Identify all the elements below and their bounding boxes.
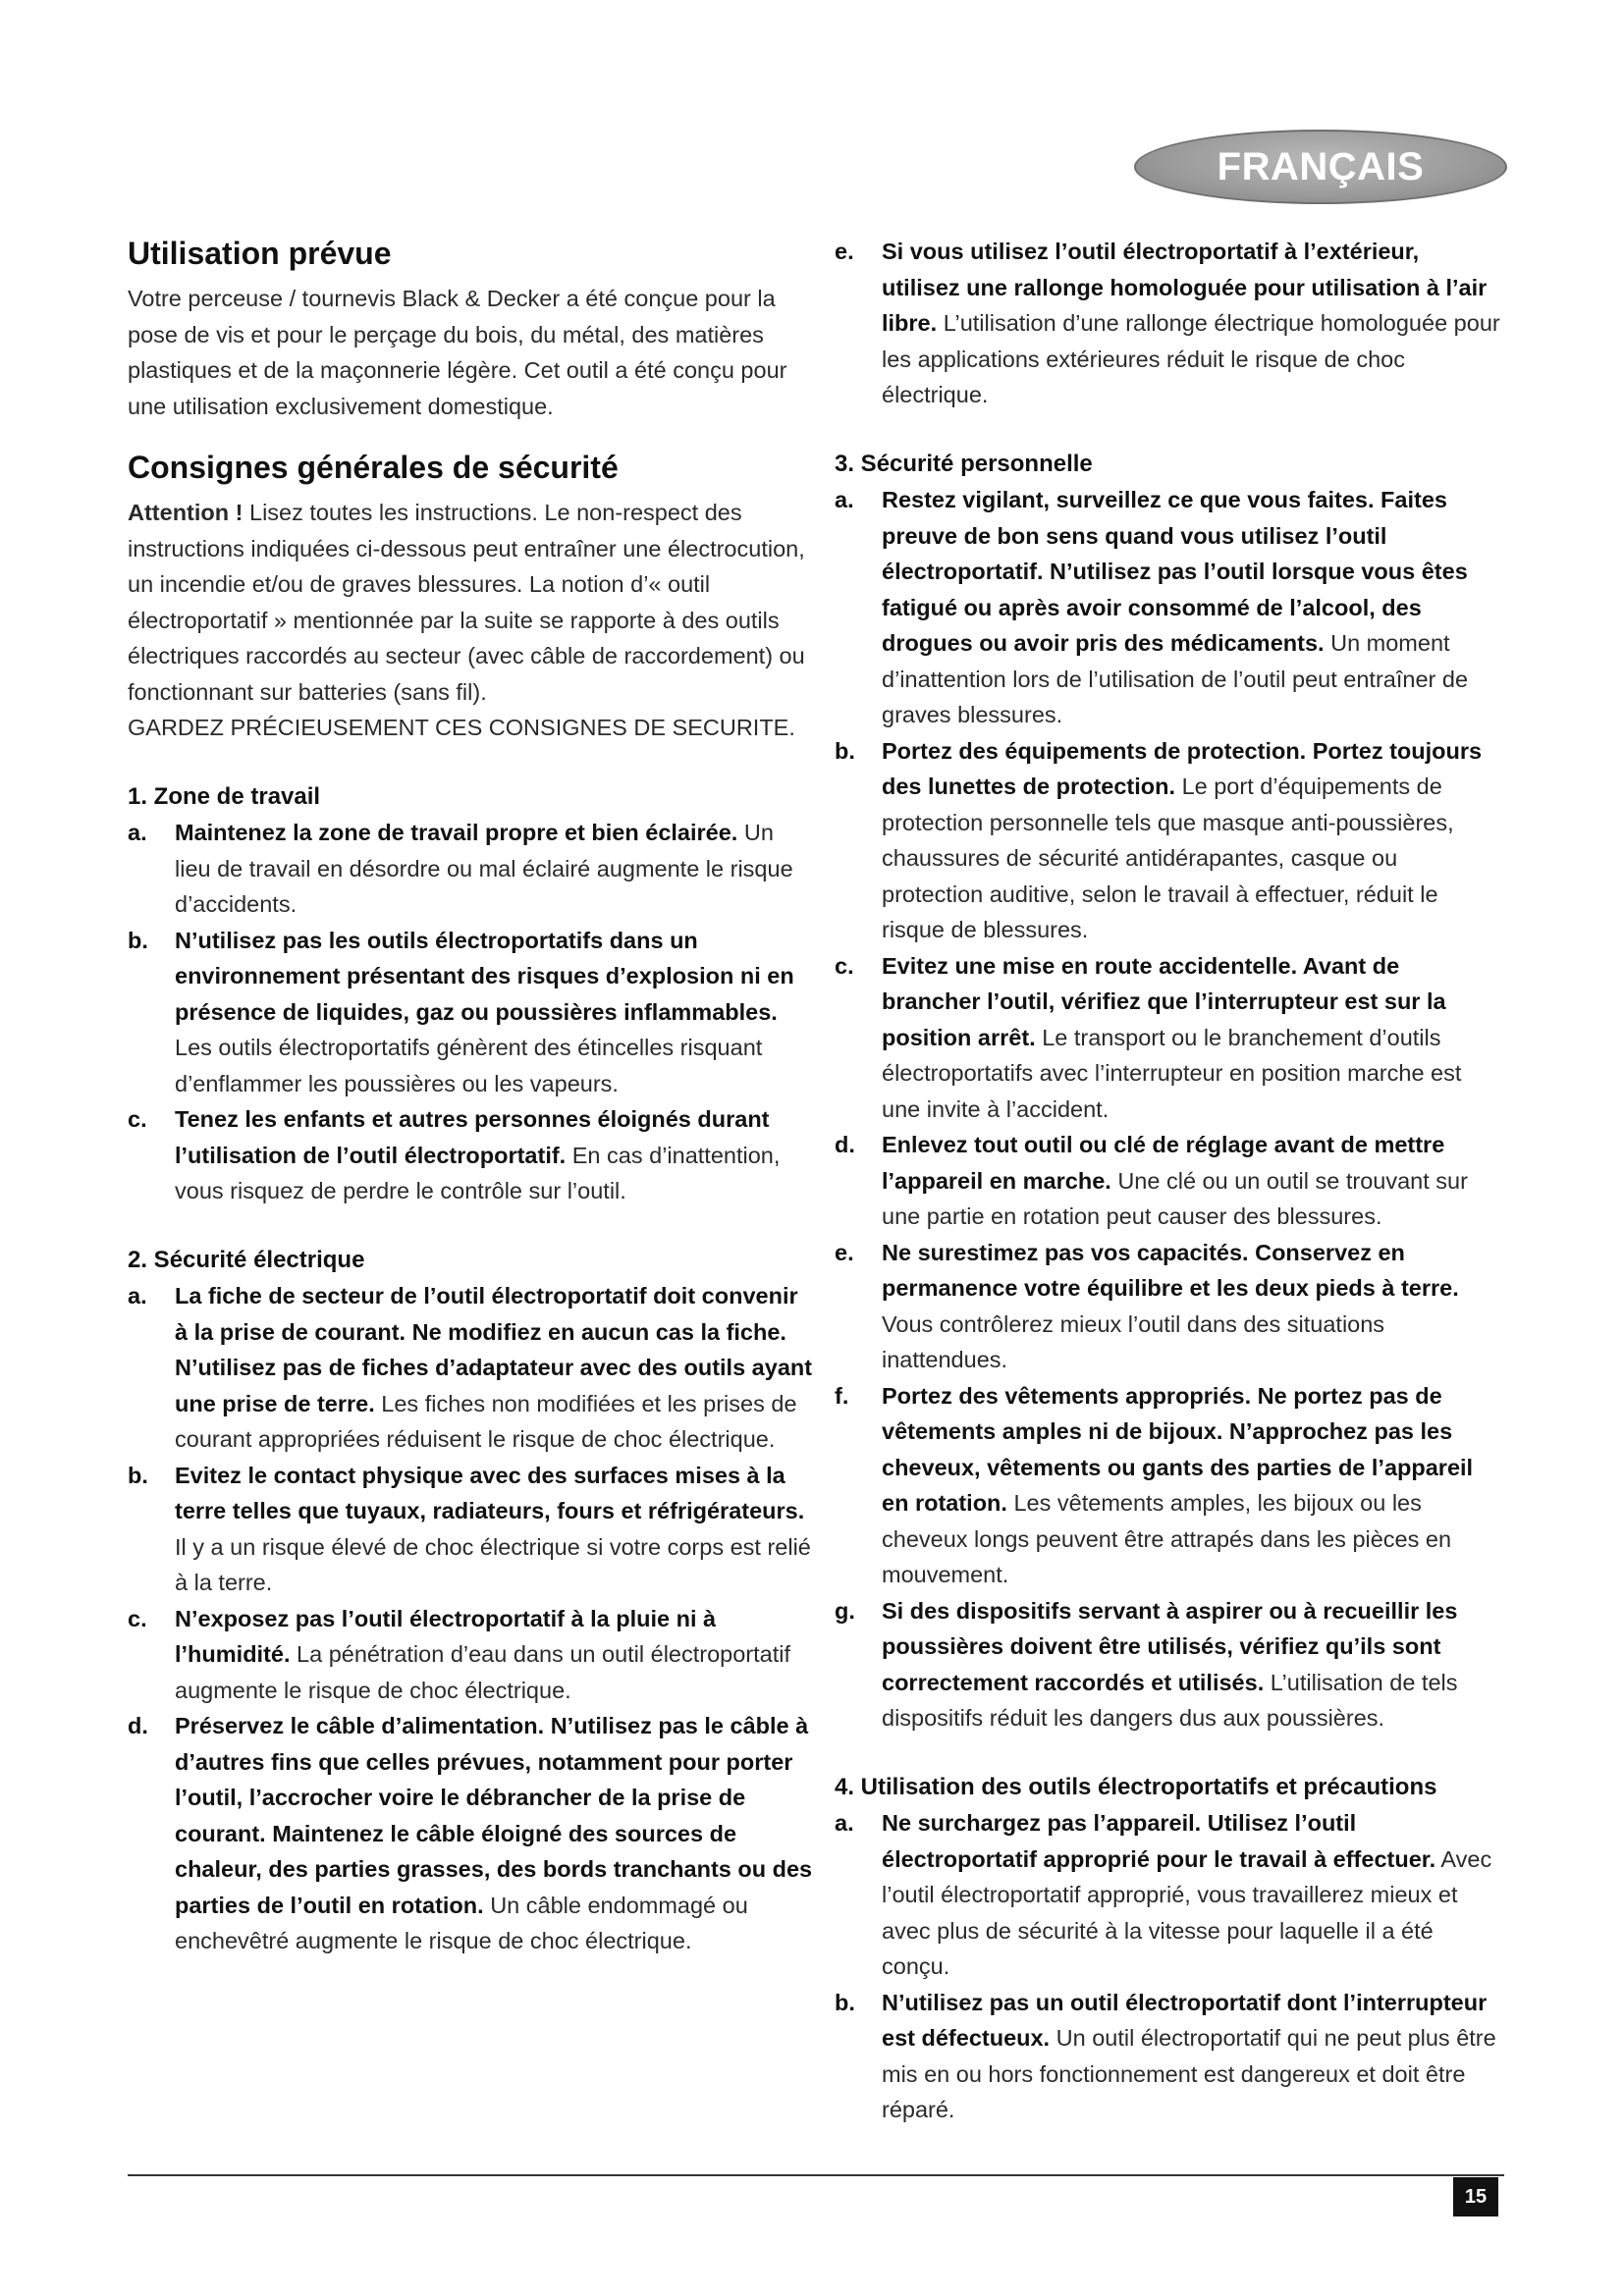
- list-item: c. Tenez les enfants et autres personnes éloignés durant l’utilisation de l’outil électroportatif. En cas d’inattention, vous risquez de perdre le contrôle sur l’outil.: [128, 1106, 781, 1203]
- footer-divider: [128, 2174, 1504, 2176]
- list-item: d. Préservez le câble d’alimentation. N’utilisez pas le câble à d’autres fins que celles prévues, notamment pour porter l’outil, l’accrocher voire le débrancher de la prise de courant. Maintenez le câble éloigné des sources de chaleur, des parties grasses, des bords tranchants ou des parties de l’outil en rotation. Un câble endommagé ou enchevêtré augmente le risque de choc électrique.: [128, 1713, 813, 1953]
- intended-use-text: Votre perceuse / tournevis Black & Decker a été conçue pour la pose de vis et pour le perçage du bois, du métal, des matières plastiques et de la maçonnerie légère. Cet outil a été conçu pour une utilisation exclusivement domestique.: [128, 286, 787, 419]
- heading-electrical-safety: 2. Sécurité électrique: [128, 1246, 365, 1273]
- list-item: b. N’utilisez pas un outil électroportatif dont l’interrupteur est défectueux. Un outil électroportatif qui ne peut plus être mis en ou hors fonctionnement est dangereux et doit être réparé.: [835, 1989, 1496, 2122]
- list-item: b. Portez des équipements de protection. Portez toujours des lunettes de protection. Le port d’équipements de protection personnelle tels que masque anti-poussières, chaussures de sécurité antidérapantes, casque ou protection auditive, selon le travail à effectuer, réduit le risque de blessures.: [835, 737, 1483, 942]
- heading-work-area: 1. Zone de travail: [128, 782, 321, 810]
- page-number: 15: [1453, 2177, 1498, 2216]
- list-item: c. N’exposez pas l’outil électroportatif à la pluie ni à l’humidité. La pénétration d’eau dans un outil électroportatif augmente le risque de choc électrique.: [128, 1605, 791, 1703]
- safety-keep-notice: GARDEZ PRÉCIEUSEMENT CES CONSIGNES DE SECURITE.: [128, 715, 795, 740]
- section-title-intended-use: Utilisation prévue: [128, 236, 392, 271]
- list-item: a. Restez vigilant, surveillez ce que vous faites. Faites preuve de bon sens quand vous utilisez l’outil électroportatif. N’utilisez pas l’outil lorsque vous êtes fatigué ou après avoir consommé de l’alcool, des drogues ou avoir pris des médicaments. Un moment d’inattention lors de l’utilisation de l’outil peut entraîner de graves blessures.: [835, 487, 1469, 727]
- list-item: b. N’utilisez pas les outils électroportatifs dans un environnement présentant des risques d’explosion ni en présence de liquides, gaz ou poussières inflammables. Les outils électroportatifs génèrent des étincelles risquant d’enflammer les poussières ou les vapeurs.: [128, 927, 794, 1096]
- list-item: b. Evitez le contact physique avec des surfaces mises à la terre telles que tuyaux, radiateurs, fours et réfrigérateurs. Il y a un risque élevé de choc électrique si votre corps est relié à la terre.: [128, 1462, 811, 1595]
- heading-personal-safety: 3. Sécurité personnelle: [835, 450, 1093, 477]
- right-column: [835, 234, 1502, 2128]
- list-item: e. Si vous utilisez l’outil électroportatif à l’extérieur, utilisez une rallonge homologuée pour utilisation à l’air libre. L’utilisation d’une rallonge électrique homologuée pour les applications extérieures réduit le risque de choc électrique.: [835, 239, 1500, 407]
- attention-label: Attention !: [128, 500, 244, 525]
- list-item: a. Maintenez la zone de travail propre et bien éclairée. Un lieu de travail en désordre ou mal éclairé augmente le risque d’accidents.: [128, 820, 793, 917]
- list-item: a. Ne surchargez pas l’appareil. Utilisez l’outil électroportatif approprié pour le travail à effectuer. Avec l’outil électroportatif approprié, vous travaillerez mieux et avec plus de sécurité à la vitesse pour laquelle il a été conçu.: [835, 1810, 1492, 1979]
- language-badge: FRANÇAIS: [1134, 130, 1507, 204]
- list-item: e. Ne surestimez pas vos capacités. Conservez en permanence votre équilibre et les deux pieds à terre. Vous contrôlerez mieux l’outil dans des situations inattendues.: [835, 1239, 1459, 1372]
- left-column: [128, 234, 815, 1959]
- list-item: a. La fiche de secteur de l’outil électroportatif doit convenir à la prise de courant. Ne modifiez en aucun cas la fiche. N’utilisez pas de fiches d’adaptateur avec des outils ayant une prise de terre. Les fiches non modifiées et les prises de courant appropriées réduisent le risque de choc électrique.: [128, 1283, 813, 1452]
- list-item: c. Evitez une mise en route accidentelle. Avant de brancher l’outil, vérifiez que l’interrupteur est sur la position arrêt. Le transport ou le branchement d’outils électroportatifs avec l’interrupteur en position marche est une invite à l’accident.: [835, 952, 1462, 1122]
- heading-tool-use: 4. Utilisation des outils électroportatifs et précautions: [835, 1773, 1437, 1800]
- safety-intro-text: Attention ! Lisez toutes les instructions. Le non-respect des instructions indiquées ci-dessous peut entraîner une électrocution, un incendie et/ou de graves blessures. La notion d’« outil électroportatif » mentionnée par la suite se rapporte à des outils électriques raccordés au secteur (avec câble de raccordement) ou fonctionnant sur batteries (sans fil).: [128, 500, 805, 705]
- list-item: f. Portez des vêtements appropriés. Ne portez pas de vêtements amples ni de bijoux. N’approchez pas les cheveux, vêtements ou gants des parties de l’appareil en rotation. Les vêtements amples, les bijoux ou les cheveux longs peuvent être attrapés dans les pièces en mouvement.: [835, 1382, 1474, 1587]
- list-item: d. Enlevez tout outil ou clé de réglage avant de mettre l’appareil en marche. Une clé ou un outil se trouvant sur une partie en rotation peut causer des blessures.: [835, 1132, 1468, 1229]
- list-item: g. Si des dispositifs servant à aspirer ou à recueillir les poussières doivent être utilisés, vérifiez qu’ils sont correctement raccordés et utilisés. L’utilisation de tels dispositifs réduit les dangers dus aux poussières.: [835, 1597, 1458, 1731]
- section-title-safety: Consignes générales de sécurité: [128, 450, 619, 485]
